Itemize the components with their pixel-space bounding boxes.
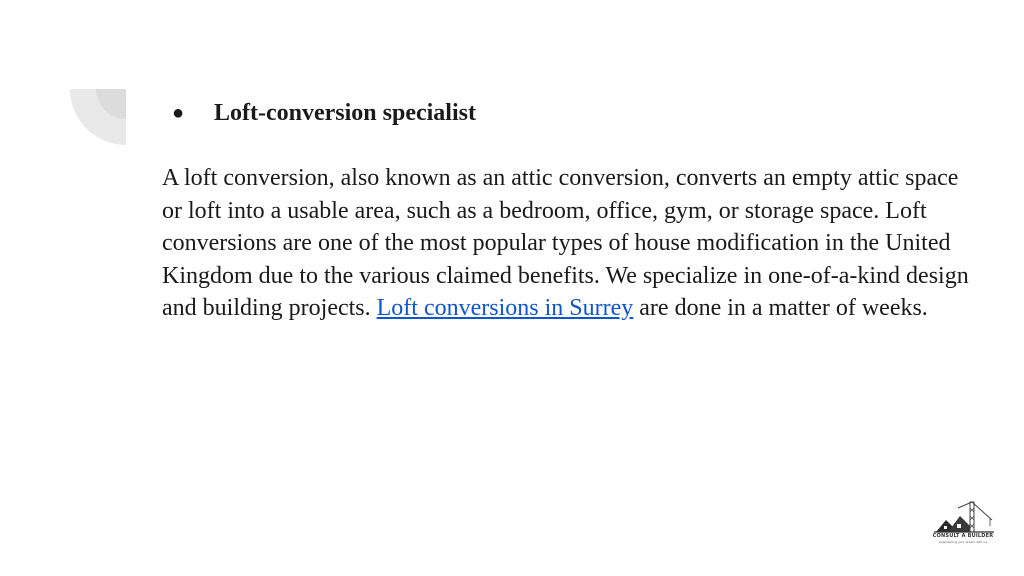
paragraph-text-after-link: are done in a matter of weeks. (633, 295, 928, 321)
bullet-heading-row (172, 96, 476, 130)
logo-name: CONSULT A BUILDER (932, 533, 994, 539)
paragraph-text-before-link: A loft conversion, also known as an attic conversion, converts an empty attic space or loft into a usable area, such as a bedroom, office, gym, or storage space. Loft conversions are one of the most popular types of house modification in the United Kingdom due to the various claimed benefits. We specialize in one-of-a-kind design and building projects. (162, 165, 969, 321)
bullet-marker: ● (172, 102, 185, 124)
body-paragraph (162, 162, 982, 325)
logo-tagline: engineering your dream with us (938, 540, 988, 544)
surrey-loft-link[interactable]: Loft conversions in Surrey (376, 295, 634, 321)
bullet-heading: Loft-conversion specialist (214, 100, 476, 126)
corner-arc-decoration (70, 89, 126, 145)
